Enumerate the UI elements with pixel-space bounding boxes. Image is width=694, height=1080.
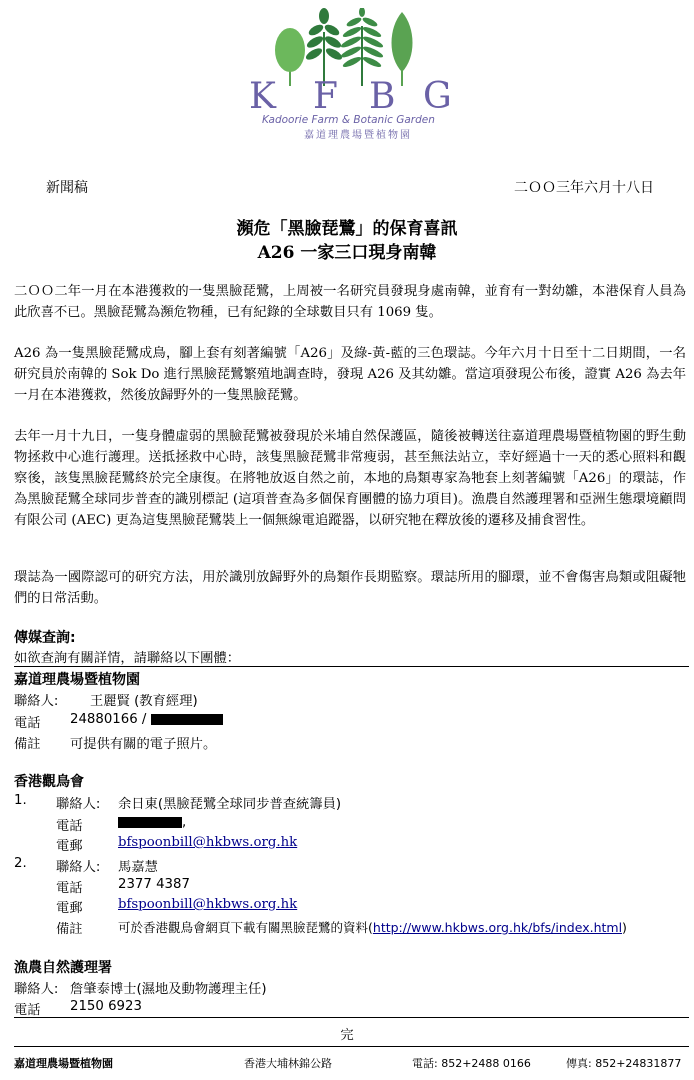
logo-letter-f: F <box>313 76 338 117</box>
logo-letter-k: K <box>249 76 276 117</box>
hkbws-contact-2-name: 馬嘉慧 <box>118 860 158 875</box>
footer-org-name: 嘉道理農場暨植物園 <box>14 1057 113 1070</box>
hkbws-contact-1-phone-label: 電話 <box>56 819 83 834</box>
paragraph-4: 環誌為一國際認可的研究方法，用於識別放歸野外的鳥類作長期監察。環誌所用的腳環，並不會傷害鳥類或阻礙牠們的日常活動。 <box>14 570 686 606</box>
hkbws-contact-1-phone <box>118 815 186 830</box>
kfbg-contact-label: 聯絡人: <box>14 694 59 709</box>
paragraph-3: 去年一月十九日，一隻身體虛弱的黑臉琵鷺被發現於米埔自然保護區，隨後被轉送往嘉道理農場暨植物園的野生動物拯救中心進行護理。送抵拯救中心時，該隻黑臉琵鷺非常瘦弱，甚至無法站立，幸好經過十一天的悉心照料和觀察後，該隻黑臉琵鷺終於完全康復。在將牠放返自然之前，本地的鳥類專家為牠套上刻著編號「A26」的環誌，作為黑臉琵鷺全球同步普查的識別標記 (這項普查為多個保育團體的協力項目)。漁農自然護理署和亞洲生態環境顧問有限公司 (AEC) 更為這隻黑臉琵鷺裝上一個無線電追蹤器，以研究牠在釋放後的遷移及捕食習性。 <box>14 429 686 528</box>
hkbws-contact-1-label: 聯絡人: <box>56 797 101 812</box>
footer-fax: 傳真: 852+24831877 <box>566 1057 682 1070</box>
hkbws-contact-1-number: 1. <box>14 793 27 808</box>
hkbws-website-link[interactable]: http://www.hkbws.org.hk/bfs/index.html <box>372 920 623 935</box>
logo-english-name: Kadoorie Farm & Botanic Garden <box>262 114 435 126</box>
logo-letter-g: G <box>423 76 452 117</box>
afcd-org-name: 漁農自然護理署 <box>14 960 112 976</box>
hkbws-contact-2-label: 聯絡人: <box>56 860 101 875</box>
kfbg-phone <box>70 712 223 727</box>
hkbws-contact-2-email-link[interactable]: bfspoonbill@hkbws.org.hk <box>118 897 298 912</box>
kfbg-phone-number: 24880166 / <box>70 712 147 727</box>
hkbws-contact-2-email-label: 電郵 <box>56 901 83 916</box>
release-date: 二ＯＯ三年六月十八日 <box>514 180 654 196</box>
kfbg-contact-name: 王麗賢 (教育經理) <box>90 694 198 709</box>
hkbws-remark-label: 備註 <box>56 922 83 937</box>
footer-telephone: 電話: 852+2488 0166 <box>412 1057 531 1070</box>
kfbg-phone-label: 電話 <box>14 716 41 731</box>
hkbws-org-name: 香港觀鳥會 <box>14 774 84 790</box>
logo-letter-b: B <box>369 76 396 117</box>
logo-chinese-name: 嘉道理農場暨植物園 <box>304 130 412 141</box>
press-release-label: 新聞稿 <box>46 180 88 196</box>
divider <box>14 1046 689 1047</box>
redaction-bar <box>151 714 223 725</box>
hkbws-contact-2-phone: 2377 4387 <box>118 877 190 892</box>
hkbws-contact-2-phone-label: 電話 <box>56 881 83 896</box>
media-enquiry-heading: 傳媒查詢: <box>14 630 76 646</box>
media-enquiry-intro: 如欲查詢有關詳情，請聯絡以下團體： <box>14 651 241 666</box>
phone-suffix: , <box>182 815 187 830</box>
afcd-contact-name: 詹肇泰博士(濕地及動物護理主任) <box>70 982 267 997</box>
divider <box>14 666 689 667</box>
paragraph-2: A26 為一隻黑臉琵鷺成鳥，腳上套有刻著編號「A26」及綠-黃-藍的三色環誌。今年六月十日至十二日期間，一名研究員於南韓的 Sok Do 進行黑臉琵鷺繁殖地調查時，發現 A26 及其幼雛。當這項發現公布後，證實 A26 為去年一月在本港獲救，然後放歸野外的一隻黑臉琵鷺。 <box>14 346 686 403</box>
redaction-bar <box>118 817 182 828</box>
footer-address: 香港大埔林錦公路 <box>244 1057 332 1070</box>
kfbg-org-name: 嘉道理農場暨植物園 <box>14 672 140 688</box>
afcd-phone-label: 電話 <box>14 1003 41 1018</box>
divider <box>14 1017 689 1018</box>
kfbg-remark: 可提供有關的電子照片。 <box>70 737 217 752</box>
end-mark: 完 <box>340 1028 354 1043</box>
paragraph-1: 二ＯＯ二年一月在本港獲救的一隻黑臉琵鷺，上周被一名研究員發現身處南韓，並育有一對幼雛，本港保育人員為此欣喜不已。黑臉琵鷺為瀕危物種，已有紀錄的全球數目只有 1069 隻。 <box>14 284 686 320</box>
hkbws-contact-1-name: 余日東(黑臉琵鷺全球同步普查統籌員) <box>118 797 342 812</box>
afcd-phone: 2150 6923 <box>70 999 142 1014</box>
hkbws-remark-text: 可於香港觀鳥會網頁下載有關黑臉琵鷺的資料( <box>118 920 373 935</box>
hkbws-remark <box>118 918 627 936</box>
afcd-contact-label: 聯絡人: <box>14 982 59 997</box>
hkbws-remark-close: ) <box>622 920 627 935</box>
hkbws-contact-2-number: 2. <box>14 856 27 871</box>
hkbws-contact-1-email-link[interactable]: bfspoonbill@hkbws.org.hk <box>118 835 298 850</box>
hkbws-contact-1-email-label: 電郵 <box>56 839 83 854</box>
subheadline: A26 一家三口現身南韓 <box>257 243 437 263</box>
kfbg-remark-label: 備註 <box>14 737 41 752</box>
headline: 瀕危「黑臉琵鷺」的保育喜訊 <box>236 219 458 239</box>
